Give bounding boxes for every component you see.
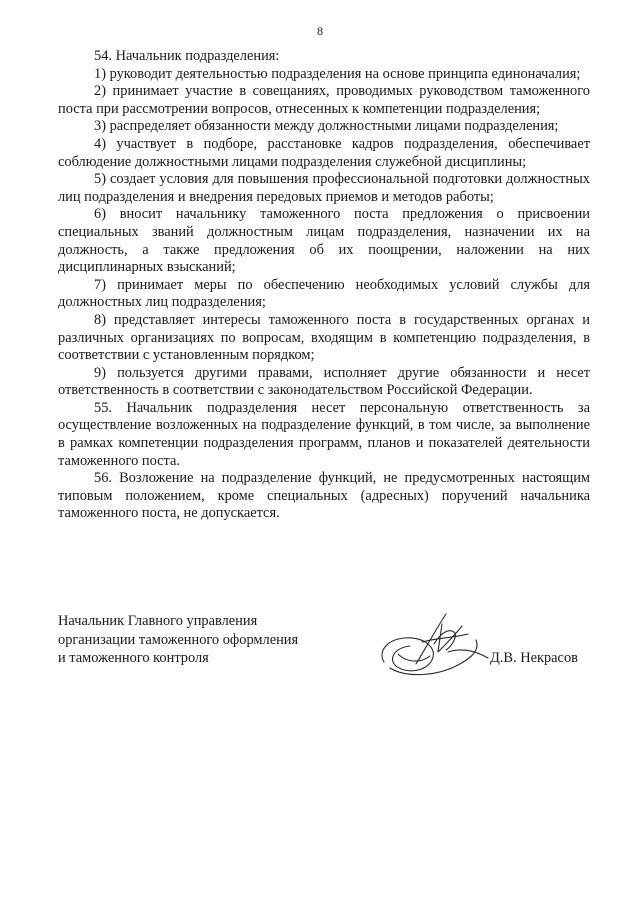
paragraph-item-2: 2) принимает участие в совещаниях, проводимых руководством таможенного поста при рассмотрении вопросов, отнесенных к компетенции подразделения;	[58, 83, 590, 117]
signatory-position-line: и таможенного контроля	[58, 650, 209, 666]
page-number: 8	[317, 24, 323, 38]
signatory-position	[58, 612, 298, 668]
signatory-position-line: Начальник Главного управления	[58, 613, 258, 629]
paragraph-item-5: 5) создает условия для повышения профессиональной подготовки должностных лиц подразделения и внедрения передовых приемов и методов работы;	[58, 171, 590, 205]
paragraph-item-1: 1) руководит деятельностью подразделения на основе принципа единоначалия;	[94, 65, 581, 82]
paragraph-item-3: 3) распределяет обязанности между должностными лицами подразделения;	[94, 118, 559, 135]
signatory-name: Д.В. Некрасов	[490, 650, 578, 666]
paragraph-54-heading: 54. Начальник подразделения:	[94, 48, 280, 64]
signature-block	[58, 612, 590, 702]
signatory-position-line: организации таможенного оформления	[58, 631, 299, 648]
paragraph-item-4: 4) участвует в подборе, расстановке кадров подразделения, обеспечивает соблюдение должностными лицами подразделения служебной дисциплины;	[58, 135, 590, 170]
paragraph-item-8: 8) представляет интересы таможенного поста в государственных органах и различных организациях по вопросам, входящим в компетенцию подразделения, в соответствии с установленным порядком;	[58, 311, 590, 364]
document-body	[58, 48, 590, 523]
paragraph-item-9: 9) пользуется другими правами, исполняет другие обязанности и несет ответственность в соответствии с законодательством Российской Федерации.	[58, 364, 590, 399]
paragraph-55: 55. Начальник подразделения несет персональную ответственность за осуществление возложенных на подразделение функций, в том числе, за выполнение в рамках компетенции подразделения программ, планов и показателей деятельности таможенного поста.	[58, 399, 590, 469]
paragraph-item-7: 7) принимает меры по обеспечению необходимых условий службы для должностных лиц подразделения;	[58, 276, 590, 311]
handwritten-signature	[376, 604, 496, 682]
paragraph-item-6: 6) вносит начальнику таможенного поста предложения о присвоении специальных званий должностным лицам подразделения, назначении их на должность, а также предложения об их поощрении, наложении на них дисциплинарных взысканий;	[58, 206, 590, 276]
paragraph-56: 56. Возложение на подразделение функций, не предусмотренных настоящим типовым положением, кроме специальных (адресных) поручений начальника таможенного поста, не допускается.	[58, 470, 590, 522]
